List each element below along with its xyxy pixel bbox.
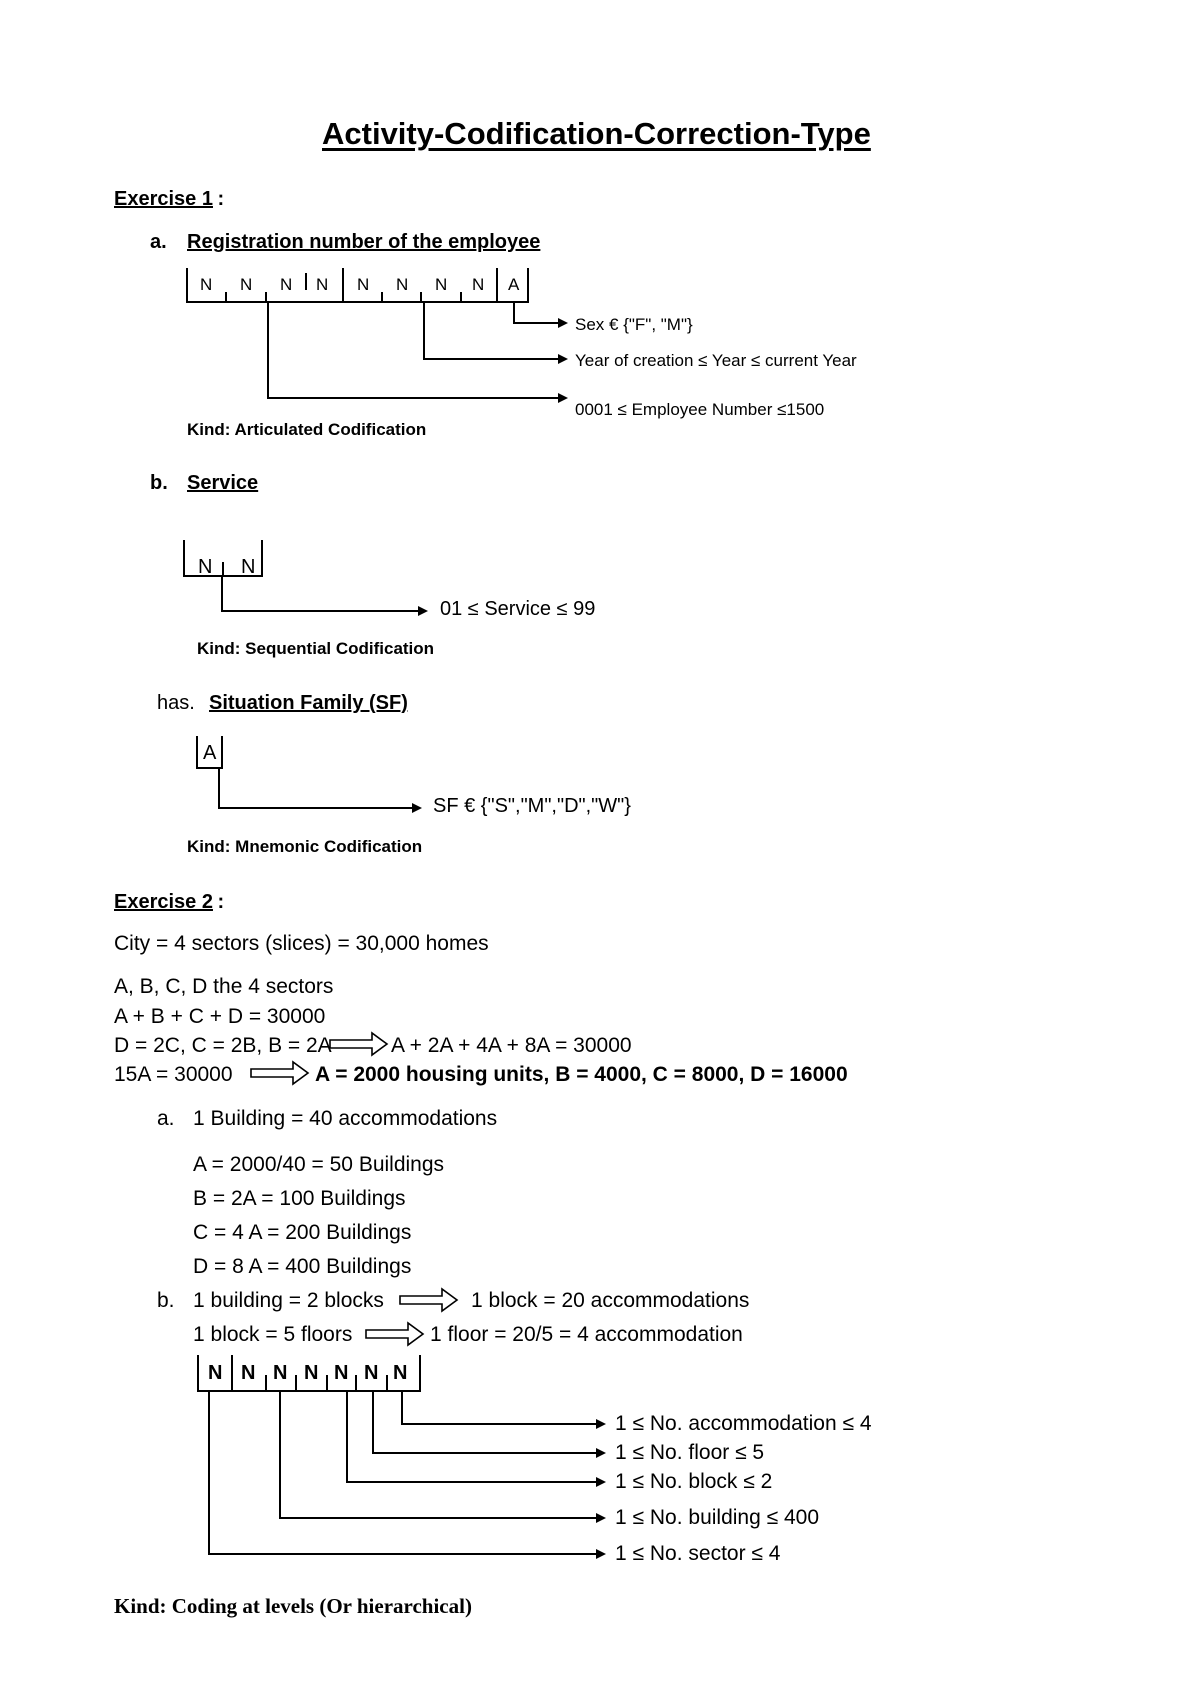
- code-cell: A: [203, 742, 217, 764]
- year-annotation: Year of creation ≤ Year ≤ current Year: [575, 351, 857, 370]
- kind-sequential: Kind: Sequential Codification: [197, 639, 435, 658]
- floors-line-right: 1 floor = 20/5 = 4 accommodation: [430, 1323, 743, 1346]
- floors-line-left: 1 block = 5 floors: [193, 1323, 353, 1346]
- situation-arrow: [219, 768, 420, 808]
- blocks-line-left: 1 building = 2 blocks: [193, 1289, 384, 1312]
- code-cell: N: [393, 1362, 408, 1384]
- page-title: Activity-Codification-Correction-Type: [322, 116, 871, 151]
- code-cell: N: [241, 556, 256, 578]
- block-range: 1 ≤ No. block ≤ 2: [615, 1470, 773, 1493]
- sex-annotation: Sex € {"F", "M"}: [575, 315, 693, 334]
- buildings-c: C = 4 A = 200 Buildings: [193, 1221, 412, 1244]
- buildings-d: D = 8 A = 400 Buildings: [193, 1255, 412, 1278]
- exercise-1-colon: :: [217, 188, 225, 210]
- relation-line: D = 2C, C = 2B, B = 2A: [114, 1034, 332, 1057]
- exercise-2-b-marker: b.: [157, 1289, 175, 1312]
- sum-line: A + B + C + D = 30000: [114, 1005, 326, 1028]
- code-cell: N: [208, 1362, 223, 1384]
- situation-annotation: SF € {"S","M","D","W"}: [433, 795, 631, 817]
- exercise-1-b-marker: b.: [150, 472, 168, 494]
- code-cell: N: [472, 275, 485, 294]
- buildings-b: B = 2A = 100 Buildings: [193, 1187, 406, 1210]
- service-annotation: 01 ≤ Service ≤ 99: [440, 598, 596, 620]
- code-cell: N: [304, 1362, 319, 1384]
- sectors-line: A, B, C, D the 4 sectors: [114, 975, 334, 998]
- blocks-line-right: 1 block = 20 accommodations: [471, 1289, 750, 1312]
- exercise-1-c-label: Situation Family (SF): [209, 692, 408, 714]
- building-range: 1 ≤ No. building ≤ 400: [615, 1506, 820, 1529]
- registration-arrows: [268, 302, 566, 398]
- city-line: City = 4 sectors (slices) = 30,000 homes: [114, 932, 489, 955]
- code-cell: N: [200, 275, 213, 294]
- code-cell: N: [357, 275, 370, 294]
- exercise-2-colon: :: [217, 891, 225, 913]
- solve-line: 15A = 30000: [114, 1063, 233, 1086]
- hierarchical-arrows: [209, 1391, 604, 1554]
- kind-mnemonic: Kind: Mnemonic Codification: [187, 837, 423, 856]
- floor-range: 1 ≤ No. floor ≤ 5: [615, 1441, 765, 1464]
- buildings-a: A = 2000/40 = 50 Buildings: [193, 1153, 445, 1176]
- exercise-2-heading-row: [114, 892, 224, 912]
- code-cell: N: [316, 275, 329, 294]
- code-cell: N: [198, 556, 213, 578]
- code-cell: N: [273, 1362, 288, 1384]
- exercise-2-a-label: 1 Building = 40 accommodations: [193, 1107, 498, 1130]
- sector-range: 1 ≤ No. sector ≤ 4: [615, 1542, 781, 1565]
- exercise-2-a-marker: a.: [157, 1107, 175, 1130]
- code-cell: N: [334, 1362, 349, 1384]
- code-cell: N: [280, 275, 293, 294]
- exercise-1-a-label: Registration number of the employee: [187, 231, 541, 253]
- code-cell: N: [396, 275, 409, 294]
- equation-line: A + 2A + 4A + 8A = 30000: [391, 1034, 632, 1057]
- exercise-1-a-marker: a.: [150, 231, 167, 253]
- kind-hierarchical: Kind: Coding at levels (Or hierarchical): [114, 1594, 472, 1618]
- exercise-2-heading: Exercise 2: [114, 891, 213, 913]
- kind-articulated: Kind: Articulated Codification: [187, 420, 427, 439]
- code-cell: N: [241, 1362, 256, 1384]
- exercise-1-c-marker: has.: [157, 692, 195, 714]
- service-arrow: [222, 576, 426, 611]
- code-cell: N: [240, 275, 253, 294]
- result-line: A = 2000 housing units, B = 4000, C = 8000, D = 16000: [315, 1063, 848, 1086]
- accommodation-range: 1 ≤ No. accommodation ≤ 4: [615, 1412, 872, 1435]
- employee-number-annotation: 0001 ≤ Employee Number ≤1500: [575, 400, 825, 419]
- exercise-1-heading: Exercise 1: [114, 188, 213, 210]
- code-cell: A: [508, 275, 520, 294]
- exercise-1-b-label: Service: [187, 472, 259, 494]
- exercise-1-heading-row: [114, 189, 224, 209]
- code-cell: N: [435, 275, 448, 294]
- code-cell: N: [364, 1362, 379, 1384]
